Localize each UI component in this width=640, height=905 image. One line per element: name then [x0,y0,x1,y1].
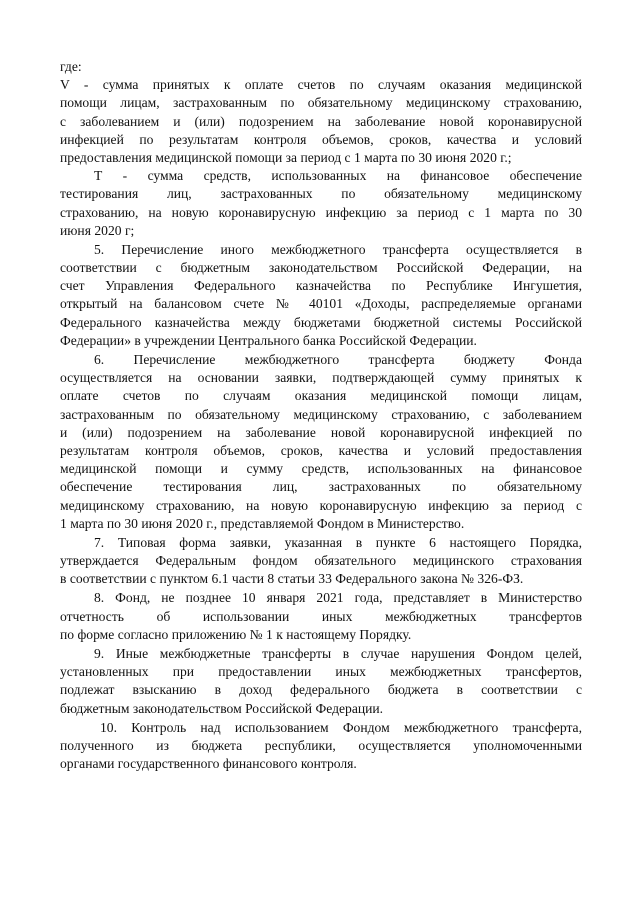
text-line: утверждается Федеральным фондом обязательного медицинского страхования [60,553,582,569]
text-line: счет Управления Федерального казначейства по Республике Ингушетия, [60,278,582,294]
text-line: Т - сумма средств, использованных на финансовое обеспечение [94,168,582,184]
text-line: застрахованным по обязательному медицинскому страхованию, с заболеванием [60,406,582,422]
paragraph-v-definition [60,76,582,167]
text-line: 6. Перечисление межбюджетного трансферта бюджету Фонда [94,352,582,367]
paragraph-item-7 [60,534,582,589]
text-line: V - сумма принятых к оплате счетов по случаям оказания медицинской [60,77,582,93]
text-line: установленных при предоставлении иных межбюджетных трансфертов, [60,664,582,680]
text-line: 1 марта по 30 июня 2020 г., представляемой Фондом в Министерство. [60,515,465,531]
text-line: результатам контроля объемов, сроков, качества и условий предоставления [60,442,582,458]
text-line: медицинскому страхованию, на новую коронавирусную инфекцию за период с [60,497,582,513]
paragraph-item-8 [60,589,582,644]
text-line: в соответствии с пунктом 6.1 части 8 статьи 33 Федерального закона № 326-ФЗ. [60,571,524,587]
text-line: соответствии с бюджетным законодательством Российской Федерации, на [60,260,582,276]
text-line: помощи лицам, застрахованным по обязательному медицинскому страхованию, [60,95,582,111]
text-line: бюджетным законодательством Российской Федерации. [60,700,384,716]
text-line: медицинской помощи и сумму средств, использованных на финансовое [60,461,582,477]
text-line: подлежат взысканию в доход федерального бюджета в соответствии с [60,682,582,698]
paragraph-item-6 [60,351,582,533]
text-line: инфекцией по результатам контроля объемов, сроков, качества и условий [60,131,582,147]
text-line: страхованию, на новую коронавирусную инфекцию за период с 1 марта по 30 [60,204,582,220]
text-line: оплате счетов по случаям оказания медицинской помощи лицам, [60,388,582,404]
paragraph-item-9 [60,645,582,718]
text-line: тестирования лиц, застрахованных по обязательному медицинскому [60,186,582,202]
text-line: и (или) подозрением на заболевание новой коронавирусной инфекцией по [60,424,582,440]
text-line: 5. Перечисление иного межбюджетного трансферта осуществляется в [94,241,582,257]
intro-line: где: [60,59,82,74]
text-line: полученного из бюджета республики, осуществляется уполномоченными [60,737,582,753]
text-line: органами государственного финансового контроля. [60,756,357,772]
paragraph-item-5 [60,241,582,350]
paragraph-item-10 [60,719,582,774]
text-line: 10. Контроль над использованием Фондом межбюджетного трансферта, [100,719,582,735]
text-line: Федерального казначейства между бюджетами бюджетной системы Российской [60,314,582,330]
text-line: Федерации» в учреждении Центрального банка Российской Федерации. [60,332,477,348]
text-line: 7. Типовая форма заявки, указанная в пункте 6 настоящего Порядка, [94,534,582,550]
text-line: отчетность об использовании иных межбюджетных трансфертов [60,608,582,624]
text-line: предоставления медицинской помощи за период с 1 марта по 30 июня 2020 г.; [60,149,512,165]
text-line: июня 2020 г; [60,222,135,238]
text-line: обеспечение тестирования лиц, застрахованных по обязательному [60,479,582,495]
text-line: с заболеванием и (или) подозрением на заболевание новой коронавирусной [60,113,582,129]
text-line: по форме согласно приложению № 1 к настоящему Порядку. [60,626,412,642]
text-line: 8. Фонд, не позднее 10 января 2021 года, представляет в Министерство [94,590,582,606]
text-line: открытый на балансовом счете № 40101 «Доходы, распределяемые органами [60,296,582,312]
document-page [60,58,582,773]
paragraph-t-definition [60,167,582,240]
text-line: 9. Иные межбюджетные трансферты в случае нарушения Фондом целей, [94,646,582,661]
text-line: осуществляется на основании заявки, подтверждающей сумму принятых к [60,370,582,386]
